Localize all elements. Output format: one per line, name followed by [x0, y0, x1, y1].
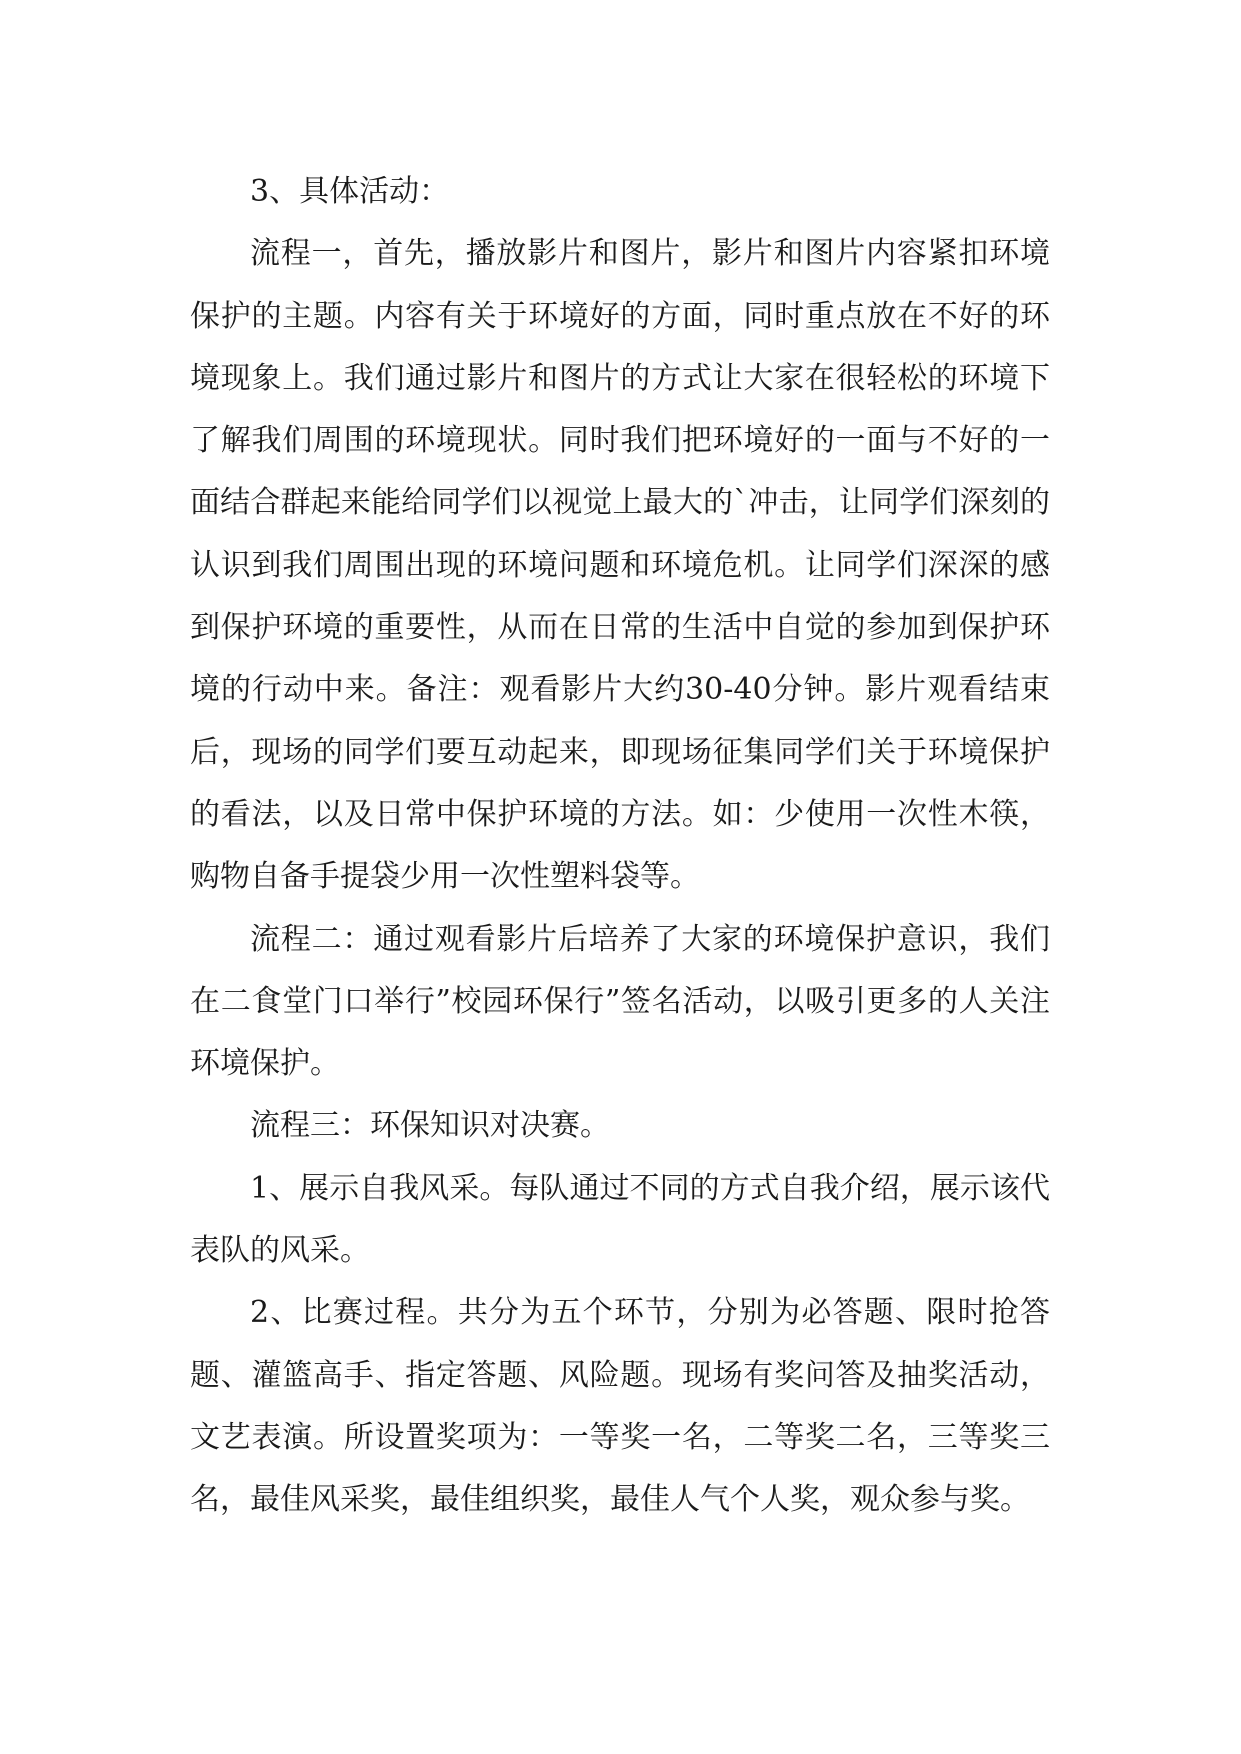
paragraph-process-two: 流程二：通过观看影片后培养了大家的环境保护意识，我们在二食堂门口举行”校园环保行”签名活动，以吸引更多的人关注环境保护。 — [190, 921, 1050, 1082]
section-heading: 3、具体活动： — [250, 174, 450, 209]
paragraph-process-three: 流程三：环保知识对决赛。 — [250, 1108, 610, 1144]
paragraph-item-one: 1、展示自我风采。每队通过不同的方式自我介绍，展示该代表队的风采。 — [190, 1170, 1050, 1269]
document-body — [190, 161, 1050, 1532]
paragraph-process-one: 流程一，首先，播放影片和图片，影片和图片内容紧扣环境保护的主题。内容有关于环境好的方面，同时重点放在不好的环境现象上。我们通过影片和图片的方式让大家在很轻松的环境下了解我们周围的环境现状。同时我们把环境好的一面与不好的一面结合群起来能给同学们以视觉上最大的`冲击，让同学们深刻的认识到我们周围出现的环境问题和环境危机。让同学们深深的感到保护环境的重要性，从而在日常的生活中自觉的参加到保护环境的行动中来。备注：观看影片大约30-40分钟。影片观看结束后，现场的同学们要互动起来，即现场征集同学们关于环境保护的看法，以及日常中保护环境的方法。如：少使用一次性木筷，购物自备手提袋少用一次性塑料袋等。 — [190, 236, 1050, 895]
paragraph-item-two: 2、比赛过程。共分为五个环节，分别为必答题、限时抢答题、灌篮高手、指定答题、风险题。现场有奖问答及抽奖活动，文艺表演。所设置奖项为：一等奖一名，二等奖二名，三等奖三名，最佳风采奖，最佳组织奖，最佳人气个人奖，观众参与奖。 — [190, 1295, 1050, 1518]
